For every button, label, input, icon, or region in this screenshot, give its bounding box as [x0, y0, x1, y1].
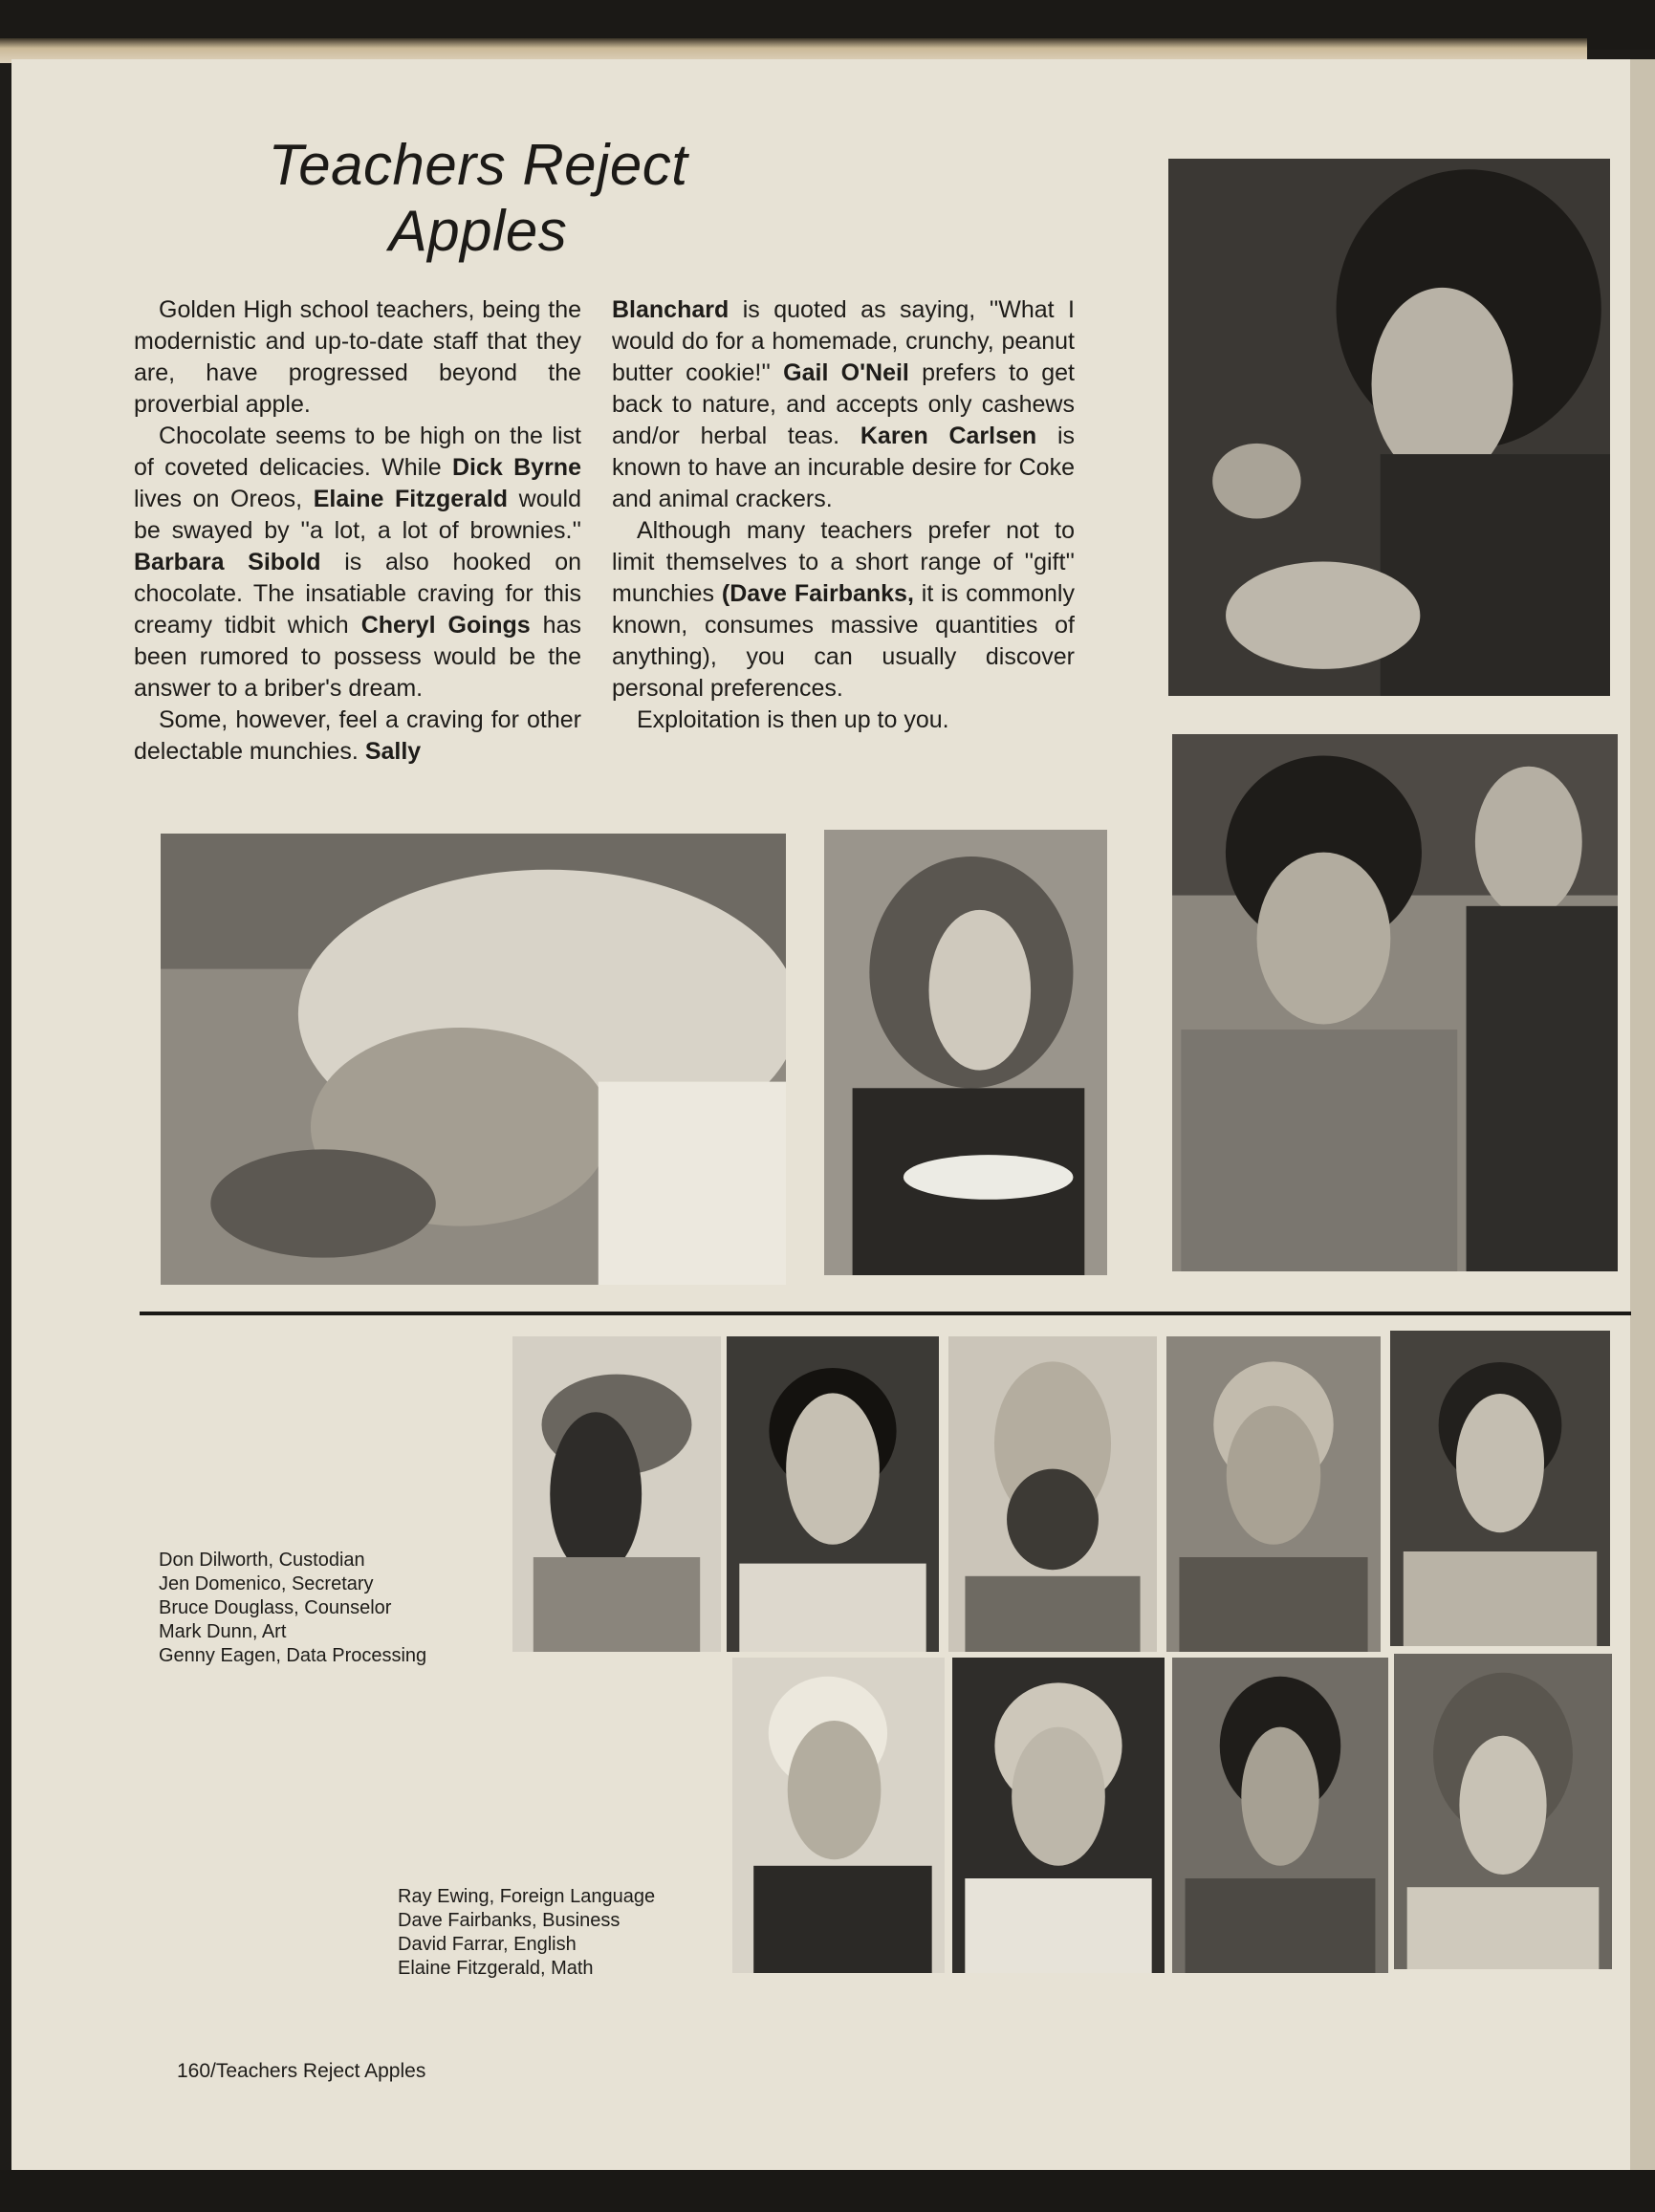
photo-two-teachers-lunch — [1172, 734, 1618, 1271]
article-text: Golden High school teachers, being the modernistic and up-to-date staff that they are, have progressed beyond the proverbial apple. — [134, 296, 581, 418]
article-text: Some, however, feel a craving for other delectable munchies. — [134, 706, 581, 765]
photo-teacher-eating-with-fork — [1168, 159, 1610, 696]
article-paragraph — [612, 294, 1075, 515]
article-text: Exploitation is then up to you. — [637, 706, 949, 733]
portrait-don-dilworth — [512, 1336, 721, 1652]
caption-line: Don Dilworth, Custodian — [159, 1550, 365, 1571]
portrait-bruce-douglass — [948, 1336, 1157, 1652]
portrait-ray-ewing — [732, 1658, 945, 1973]
caption-line: Dave Fairbanks, Business — [398, 1910, 621, 1931]
article-column-2 — [612, 294, 1075, 736]
section-divider — [140, 1312, 1631, 1315]
scan-bottom-border — [0, 2170, 1655, 2212]
article-text: prefers to get back to nature, and accepts only cashews and/or herbal teas. — [612, 359, 1075, 449]
article-text: is known to have an incurable desire for Coke and animal crackers. — [612, 423, 1076, 512]
adjacent-page-strip — [1630, 59, 1655, 2170]
caption-line: David Farrar, English — [398, 1934, 577, 1955]
teacher-name: Gail O'Neil — [783, 359, 909, 386]
teacher-name: Elaine Fitzgerald — [313, 486, 509, 512]
article-text: is also hooked on chocolate. The insatiable craving for this creamy tidbit which — [134, 549, 582, 639]
caption-line: Mark Dunn, Art — [159, 1621, 287, 1642]
portrait-jen-domenico — [727, 1336, 939, 1652]
article-paragraph — [134, 421, 581, 705]
portrait-genny-eagen — [1390, 1331, 1610, 1646]
caption-line: Genny Eagen, Data Processing — [159, 1645, 427, 1666]
teacher-name: Barbara Sibold — [134, 549, 321, 575]
article-text: Although many teachers prefer not to limit themselves to a short range of ''gift'' munchies — [612, 517, 1075, 607]
portrait-david-farrar — [1172, 1658, 1388, 1973]
article-paragraph — [612, 515, 1075, 705]
portrait-caption-group-2 — [398, 1885, 655, 1981]
article-text: it is commonly known, consumes massive quantities of anything), you can usually discover personal preferences. — [612, 580, 1075, 702]
teacher-name: (Dave Fairbanks, — [721, 580, 914, 607]
article-text: would be swayed by ''a lot, a lot of brownies.'' — [134, 486, 582, 544]
teacher-name: Dick Byrne — [451, 454, 581, 481]
caption-line: Bruce Douglass, Counselor — [159, 1597, 392, 1618]
article-paragraph — [134, 294, 581, 421]
portrait-elaine-fitzgerald — [1394, 1654, 1612, 1969]
caption-line: Jen Domenico, Secretary — [159, 1573, 374, 1594]
article-paragraph — [134, 705, 581, 768]
portrait-mark-dunn — [1166, 1336, 1381, 1652]
article-text: Chocolate seems to be high on the list of coveted delicacies. While — [134, 423, 581, 481]
caption-line: Elaine Fitzgerald, Math — [398, 1958, 594, 1979]
photo-teacher-eating-from-plate — [824, 830, 1107, 1275]
page-title: Teachers Reject Apples — [268, 133, 688, 263]
portrait-caption-group-1 — [159, 1549, 426, 1668]
article-text: lives on Oreos, — [134, 486, 314, 512]
article-text: is quoted as saying, ''What I would do for a homemade, crunchy, peanut butter cookie!'' — [612, 296, 1075, 386]
article-text: has been rumored to possess would be the answer to a briber's dream. — [134, 612, 581, 702]
article-paragraph — [612, 705, 1075, 736]
page-footer: 160/Teachers Reject Apples — [177, 2060, 426, 2082]
teacher-name: Karen Carlsen — [860, 423, 1037, 449]
article-column-1 — [134, 294, 581, 768]
teacher-name: Cheryl Goings — [360, 612, 531, 639]
teacher-name: Sally — [364, 738, 422, 765]
teacher-name: Blanchard — [612, 296, 730, 323]
portrait-dave-fairbanks — [952, 1658, 1165, 1973]
caption-line: Ray Ewing, Foreign Language — [398, 1886, 656, 1907]
photo-teacher-with-glasses-closeup — [161, 834, 786, 1285]
